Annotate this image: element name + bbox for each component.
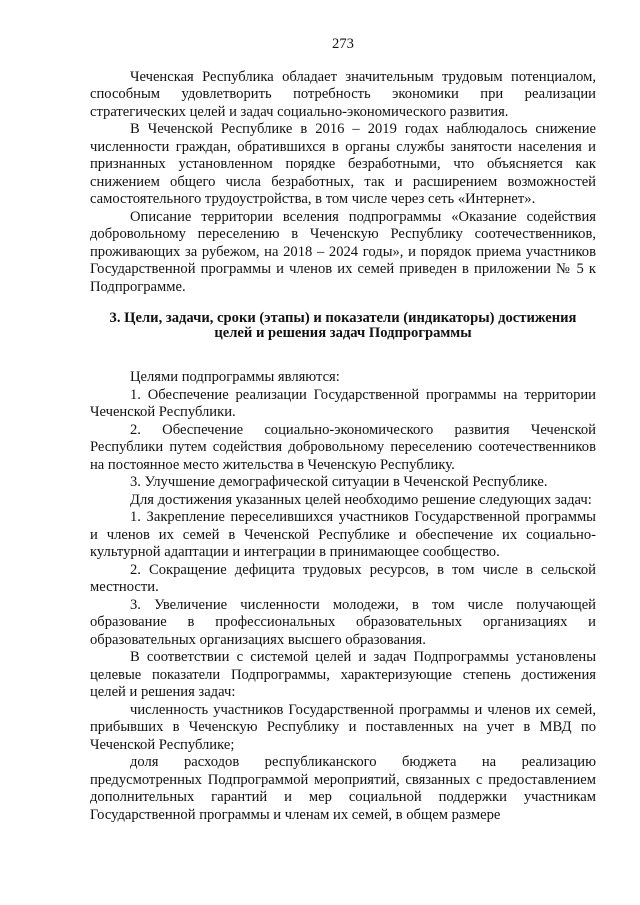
section-heading: 3. Цели, задачи, сроки (этапы) и показатели (индикаторы) достижения целей и решения задач Подпрограммы [109,310,577,341]
paragraph-goal-2: 2. Обеспечение социально-экономического развития Чеченской Республики путем содействия добровольному переселению соотечественников на постоянное место жительства в Чеченскую Республику. [90,421,596,473]
paragraph-territory: Описание территории вселения подпрограммы «Оказание содействия добровольному переселению в Чеченскую Республику соотечественников, проживающих за рубежом, на 2018 – 2024 годы», и порядок приема участников Государственной программы и членов их семей приведен в приложении № 5 к Подпрограмме. [90,208,596,295]
paragraph-goal-3: 3. Улучшение демографической ситуации в Чеченской Республике. [130,474,548,490]
paragraph-task-1: 1. Закрепление переселившихся участников Государственной программы и членов их семей в Чеченской Республике и обеспечение их социально-культурной адаптации и интеграции в принимающее сообщество. [90,509,596,560]
paragraph-goal-1: 1. Обеспечение реализации Государственной программы на территории Чеченской Республики. [90,386,596,420]
paragraph-unemployment: В Чеченской Республике в 2016 – 2019 годах наблюдалось снижение численности граждан, обратившихся в органы службы занятости населения и признанных установленном порядке безработными, что объясняется как снижением общего числа безработных, так и расширением возможностей самостоятельного трудоустройства, в том числе через сеть «Интернет». [90,121,596,207]
paragraph-indicators-intro: В соответствии с системой целей и задач Подпрограммы установлены целевые показатели Подпрограммы, характеризующие степень достижения целей и решения задач: [90,649,596,700]
paragraph-tasks-intro: Для достижения указанных целей необходимо решение следующих задач: [130,491,592,508]
paragraph-goals-intro: Целями подпрограммы являются: [130,369,340,385]
paragraph-indicator-1: численность участников Государственной программы и членов их семей, прибывших в Чеченскую Республику и поставленных на учет в МВД по Чеченской Республике; [90,701,596,753]
page-number: 273 [332,36,354,52]
paragraph-indicator-2: доля расходов республиканского бюджета на реализацию предусмотренных Подпрограммой мероприятий, связанных с предоставлением дополнительных гарантий и мер социальной поддержки участникам Государственной программы и членам их семей, в общем размере [90,754,596,823]
paragraph-labor-potential: Чеченская Республика обладает значительным трудовым потенциалом, способным удовлетворить потребность экономики при реализации стратегических целей и задач социально-экономического развития. [90,68,596,120]
paragraph-task-3: 3. Увеличение численности молодежи, в том числе получающей образование в профессиональных образовательных организациях и образовательных организациях высшего образования. [90,596,596,648]
document-page [90,36,596,824]
paragraph-task-2: 2. Сокращение дефицита трудовых ресурсов, в том числе в сельской местности. [90,561,596,595]
